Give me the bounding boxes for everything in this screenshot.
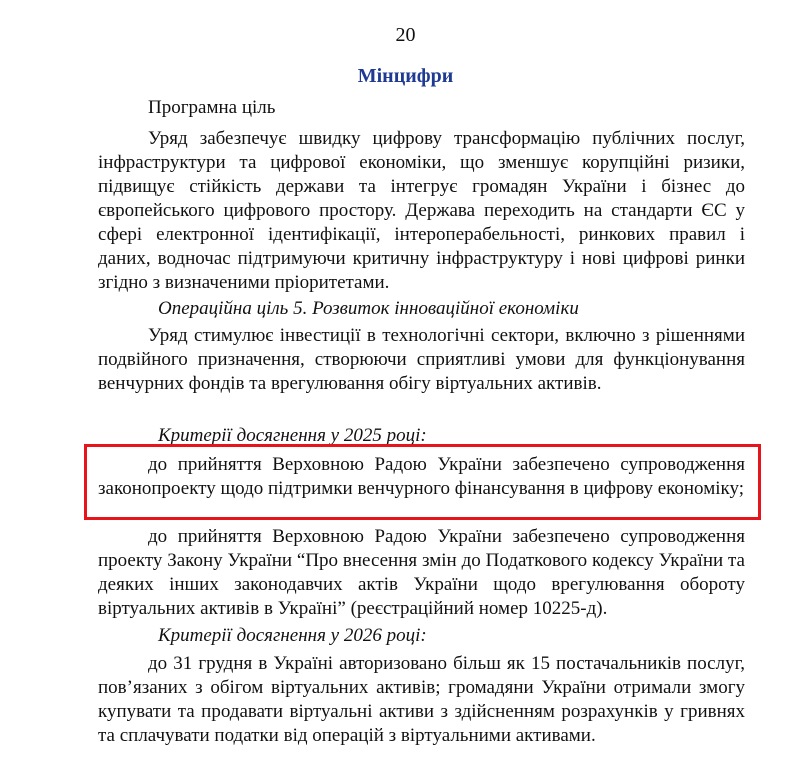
criteria-2025-label: Критерії досягнення у 2025 році: [158, 425, 427, 446]
page-number: 20 [395, 24, 416, 46]
criteria-2025-item: до прийняття Верховною Радою України забезпечено супроводження проекту Закону України “Про внесення змін до Податкового кодексу України та деяких інших законодавчих актів України щодо врегулювання обороту віртуальних активів в Україні” (реєстраційний номер 10225-д). [98, 526, 745, 619]
program-goal-paragraph: Уряд забезпечує швидку цифрову трансформацію публічних послуг, інфраструктури та цифрової економіки, що зменшує корупційні ризики, підвищує стійкість держави та інтегрує громадян України і бізнес до європейського цифрового простору. Держава переходить на стандарти ЄС у сфері електронної ідентифікації, інтероперабельності, ринкових правил і даних, водночас підтримуючи критичну інфраструктуру і нові цифрові ринки згідно з визначеними пріоритетами. [98, 128, 745, 293]
criteria-2026-label: Критерії досягнення у 2026 році: [158, 625, 427, 646]
operational-goal-paragraph: Уряд стимулює інвестиції в технологічні сектори, включно з рішеннями подвійного призначення, створюючи сприятливі умови для функціонування венчурних фондів та врегулювання обігу віртуальних активів. [98, 325, 745, 394]
program-goal-label: Програмна ціль [148, 97, 276, 118]
criteria-2025-item: до прийняття Верховною Радою України забезпечено супроводження законопроекту щодо підтримки венчурного фінансування в цифрову економіку; [98, 454, 745, 499]
ministry-title: Мінцифри [357, 65, 454, 87]
criteria-2026-item: до 31 грудня в Україні авторизовано більш як 15 постачальників послуг, пов’язаних з обігом віртуальних активів; громадяни України отримали змогу купувати та продавати віртуальні активи з здійсненням розрахунків у гривнях та сплачувати податки від операцій з віртуальними активами. [98, 653, 745, 746]
operational-goal-label: Операційна ціль 5. Розвиток інноваційної економіки [158, 298, 579, 319]
